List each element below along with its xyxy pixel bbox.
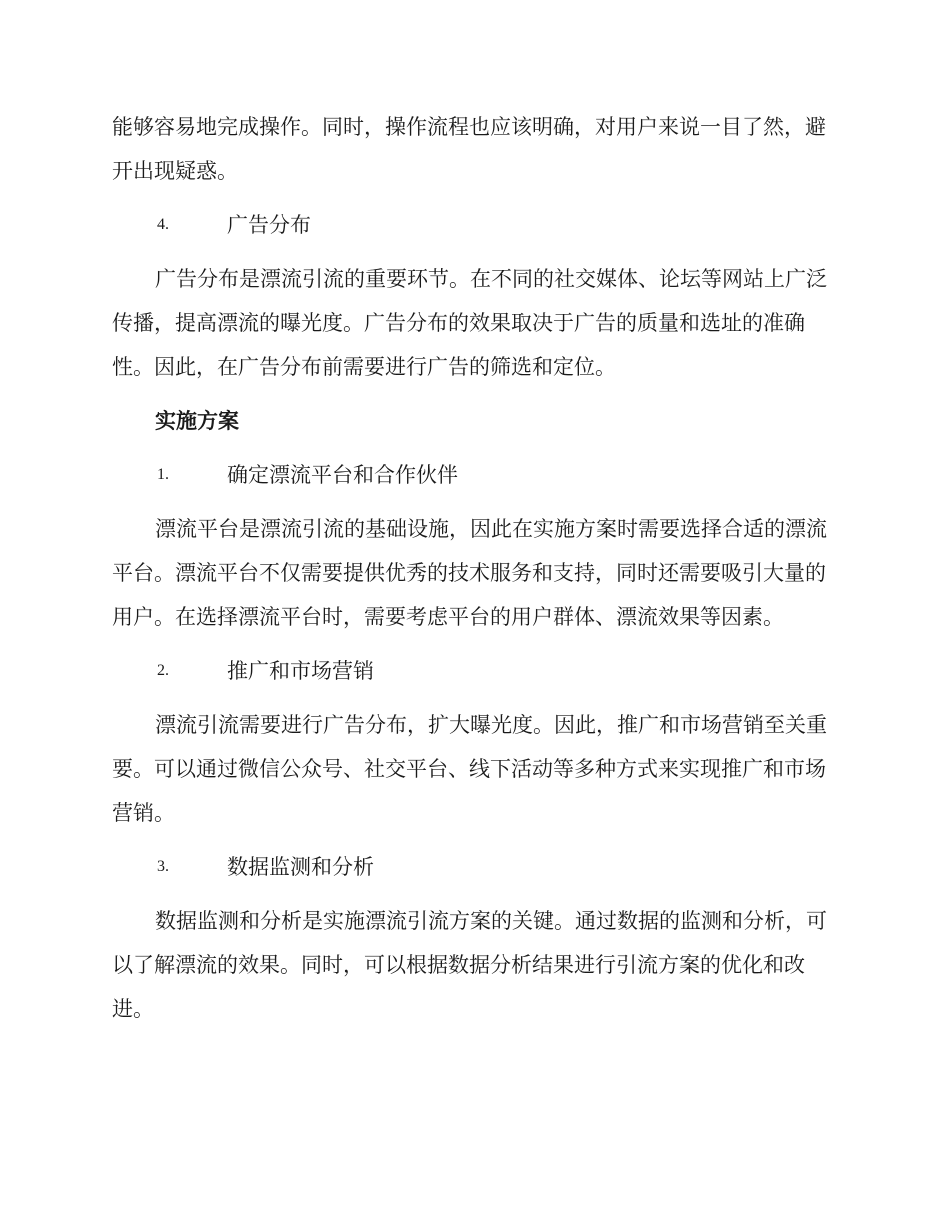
list-heading-text: 数据监测和分析: [227, 855, 374, 879]
list-number: 2.: [157, 662, 169, 679]
list-number: 4.: [157, 216, 169, 233]
paragraph-ad-distribution: 广告分布是漂流引流的重要环节。在不同的社交媒体、论坛等网站上广泛传播，提高漂流的曝光度。广告分布的效果取决于广告的质量和选址的准确性。因此，在广告分布前需要进行广告的筛选和定位。: [112, 267, 827, 379]
paragraph-marketing: 漂流引流需要进行广告分布，扩大曝光度。因此，推广和市场营销至关重要。可以通过微信公众号、社交平台、线下活动等多种方式来实现推广和市场营销。: [112, 713, 827, 825]
list-heading-text: 推广和市场营销: [227, 659, 374, 683]
document-body: [112, 105, 838, 1031]
list-number: 1.: [157, 466, 169, 483]
list-heading-text: 确定漂流平台和合作伙伴: [227, 463, 458, 487]
paragraph-data-monitoring: 数据监测和分析是实施漂流引流方案的关键。通过数据的监测和分析，可以了解漂流的效果。同时，可以根据数据分析结果进行引流方案的优化和改进。: [112, 909, 827, 1021]
paragraph-continued: 能够容易地完成操作。同时，操作流程也应该明确，对用户来说一目了然，避开出现疑惑。: [112, 115, 826, 183]
list-heading-ad-distribution: [112, 203, 838, 247]
paragraph-platform: 漂流平台是漂流引流的基础设施，因此在实施方案时需要选择合适的漂流平台。漂流平台不仅需要提供优秀的技术服务和支持，同时还需要吸引大量的用户。在选择漂流平台时，需要考虑平台的用户群体、漂流效果等因素。: [112, 517, 827, 629]
list-heading-data-monitoring: [112, 845, 838, 889]
section-title: 实施方案: [155, 409, 239, 433]
list-heading-text: 广告分布: [227, 213, 311, 237]
list-heading-platform: [112, 453, 838, 497]
list-number: 3.: [157, 858, 169, 875]
list-heading-marketing: [112, 649, 838, 693]
